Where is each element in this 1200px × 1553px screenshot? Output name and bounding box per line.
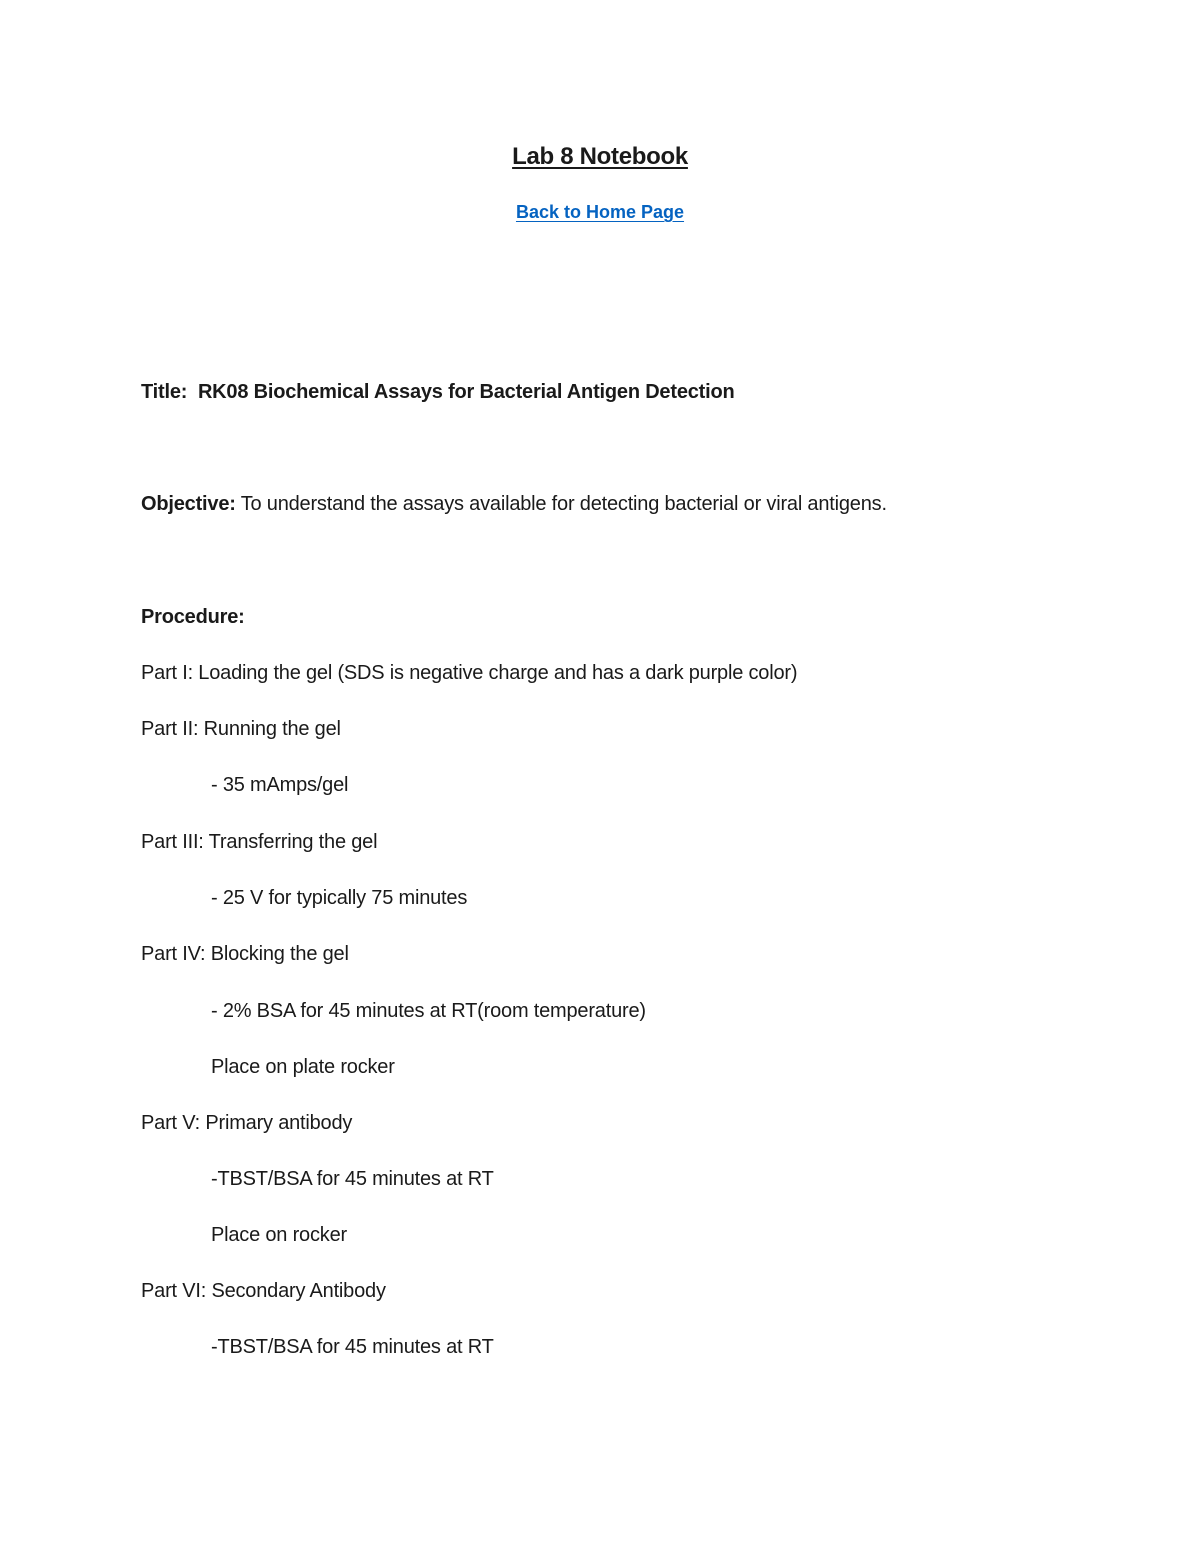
procedure-step: -TBST/BSA for 45 minutes at RT <box>211 1336 494 1358</box>
objective-label: Objective: <box>141 493 236 515</box>
procedure-step: - 35 mAmps/gel <box>211 774 349 796</box>
procedure-part-4: Part IV: Blocking the gel <box>141 943 349 965</box>
procedure-step: - 25 V for typically 75 minutes <box>211 887 468 909</box>
back-to-home-link[interactable]: Back to Home Page <box>515 202 685 222</box>
procedure-step: -TBST/BSA for 45 minutes at RT <box>211 1168 494 1190</box>
procedure-part-5: Part V: Primary antibody <box>141 1112 353 1134</box>
title-label: Title: <box>141 381 188 403</box>
objective-line <box>141 493 887 516</box>
procedure-step: Place on plate rocker <box>211 1056 395 1078</box>
procedure-part-3: Part III: Transferring the gel <box>141 831 378 853</box>
title-value: RK08 Biochemical Assays for Bacterial Antigen Detection <box>197 381 735 403</box>
page-title: Lab 8 Notebook <box>512 143 688 170</box>
title-line <box>141 381 735 404</box>
procedure-part-2: Part II: Running the gel <box>141 718 341 740</box>
procedure-part-1: Part I: Loading the gel (SDS is negative charge and has a dark purple color) <box>141 662 798 684</box>
procedure-part-6: Part VI: Secondary Antibody <box>141 1280 386 1302</box>
procedure-heading: Procedure: <box>141 606 245 628</box>
procedure-step: Place on rocker <box>211 1224 347 1246</box>
procedure-step: - 2% BSA for 45 minutes at RT(room temperature) <box>211 1000 646 1022</box>
objective-value: To understand the assays available for detecting bacterial or viral antigens. <box>240 493 887 515</box>
